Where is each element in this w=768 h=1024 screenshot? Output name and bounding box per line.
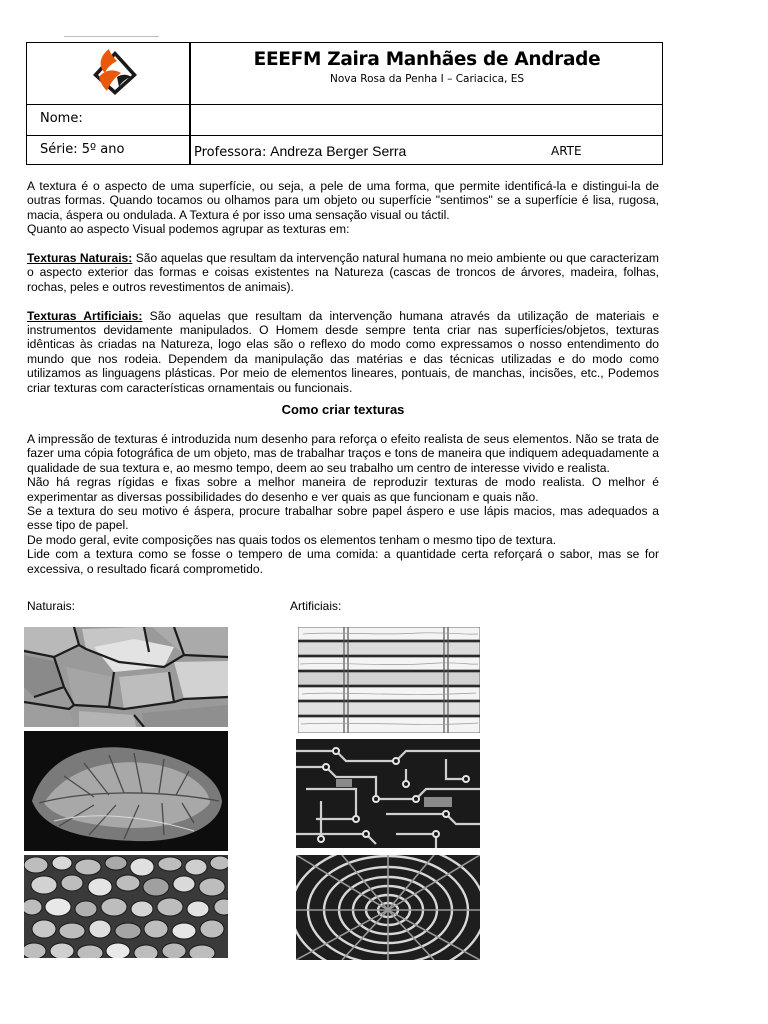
header-table (26, 42, 663, 165)
wood-planks-texture (298, 627, 480, 733)
top-rule (64, 36, 159, 37)
artificiais-caption: Artificiais: (290, 599, 342, 613)
section-title: Como criar texturas (281, 402, 405, 417)
woven-basket-texture (296, 855, 480, 960)
teacher-field (194, 143, 406, 160)
teacher-label: Professora: (194, 145, 267, 160)
pebbles-texture (24, 855, 228, 958)
section-paragraph: A impressão de texturas é introduzida num desenho para reforça o efeito realista de seus elementos. Não se trata de fazer uma cópia fotográfica de um objeto, mas de trabalhar traços e tons de maneira que indiquem adequadamente a qualidade de sua textura e, ao mesmo tempo, deem ao seu trabalho um centro de interesse vivido e realista. (27, 432, 659, 475)
circuit-board-texture (296, 739, 480, 848)
intro-block (27, 179, 659, 395)
intro-paragraph: A textura é o aspecto de uma superfície, ou seja, a pele de uma forma, que permite identificá-la e distingui-la de outras formas. Quando tocamos ou olhamos para um objeto ou superfície "sentimos" se a superfície é lisa, rugosa, macia, áspera ou ondulada. A Textura é por isso uma sensação visual ou táctil. (27, 179, 659, 222)
grade-label: Série: 5º ano (40, 142, 125, 157)
naturais-caption: Naturais: (27, 599, 76, 613)
artificiais-term: Texturas Artificiais: (27, 308, 143, 323)
school-name: EEEFM Zaira Manhães de Andrade (253, 49, 601, 70)
school-logo (87, 47, 143, 99)
artificiais-paragraph (27, 309, 659, 395)
naturais-term: Texturas Naturais: (27, 251, 133, 266)
header-row-title (27, 43, 662, 105)
name-label: Nome: (40, 111, 83, 126)
section-paragraph: Lide com a textura como se fosse o tempero de uma comida: a quantidade certa reforçará o sabor, mas se for excessiva, o resultado ficará comprometido. (27, 547, 659, 576)
section-paragraph: Não há regras rígidas e fixas sobre a melhor maneira de reproduzir texturas de modo realista. O melhor é experimentar as diversas possibilidades do desenho e ver quais as que funcionam e quais não. (27, 475, 659, 504)
teacher-name: Andreza Berger Serra (270, 143, 407, 159)
artificiais-text: São aquelas que resultam da intervenção humana através da utilização de materiais e instrumentos devidamente manipulados. O Homem desde sempre tenta criar nas superfícies/objetos, texturas idênticas às criadas na Natureza, logo elas são o reflexo do modo como expressamos o nosso entendimento do mundo que nos rodeia. Dependem da manipulação das matérias e das técnicas utilizadas e do modo como utilizamos as linguagens plásticas. Por meio de elementos lineares, pontuais, de manchas, incisões, etc., Podemos criar texturas com características ornamentais ou funcionais. (27, 308, 659, 395)
school-address: Nova Rosa da Penha I – Cariacica, ES (329, 73, 525, 85)
naturais-paragraph (27, 251, 659, 294)
header-row-name (27, 104, 662, 136)
subject-label: ARTE (551, 144, 582, 158)
section-paragraph: De modo geral, evite composições nas quais todos os elementos tenham o mesmo tipo de textura. (27, 532, 557, 547)
leaf-texture (24, 731, 228, 851)
cracked-earth-texture (24, 627, 228, 727)
header-row-grade (27, 135, 662, 164)
naturais-text: São aquelas que resultam da intervenção natural humana no meio ambiente ou que caracterizam o aspecto exterior das formas e coisas existentes na Natureza (cascas de troncos de árvores, madeira, folhas, rochas, peles e outros revestimentos de animais). (27, 251, 660, 294)
section-paragraph: Se a textura do seu motivo é áspera, procure trabalhar sobre papel áspero e use lápis macios, mas adequados a esse tipo de papel. (27, 504, 659, 533)
section-block (27, 432, 659, 576)
intro-grouping: Quanto ao aspecto Visual podemos agrupar as texturas em: (27, 222, 350, 237)
